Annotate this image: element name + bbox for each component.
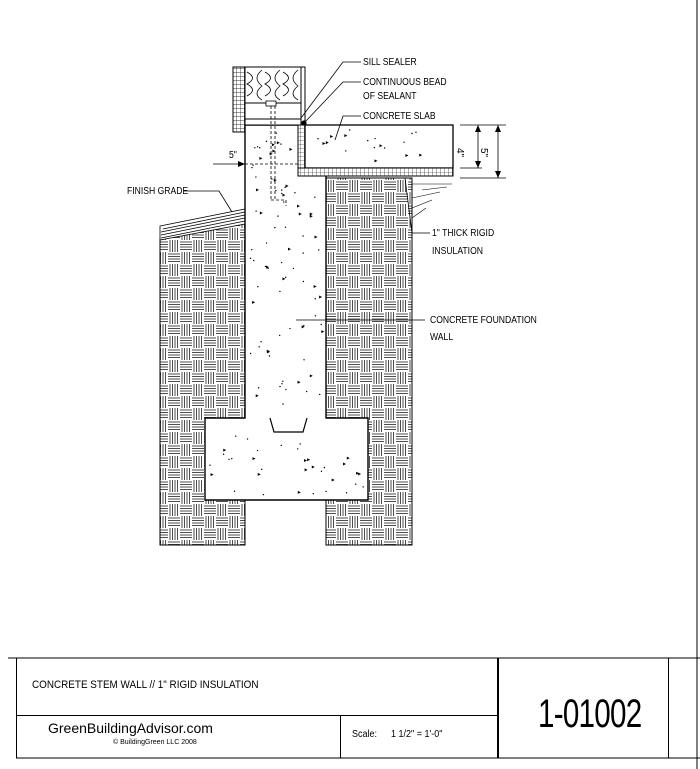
sheet-edge-divider — [668, 658, 669, 758]
label-rigid-insulation-line1: 1" THICK RIGID — [432, 228, 495, 239]
label-sealant-bead-line1: CONTINUOUS BEAD — [363, 77, 447, 88]
title-block — [16, 658, 498, 758]
title-block-divider — [16, 715, 498, 716]
label-finish-grade: FINISH GRADE — [127, 186, 189, 197]
subgrade-hatch — [412, 184, 452, 218]
scale-label: Scale: — [352, 729, 378, 740]
drawing-number: 1-01002 — [538, 692, 642, 736]
scale-value: 1 1/2" = 1'-0" — [391, 729, 443, 740]
copyright-text: © BuildingGreen LLC 2008 — [113, 739, 197, 746]
drawing-title: CONCRETE STEM WALL // 1" RIGID INSULATION — [32, 679, 259, 691]
label-foundation-wall-line1: CONCRETE FOUNDATION — [430, 315, 537, 326]
label-concrete-slab: CONCRETE SLAB — [363, 111, 436, 122]
concrete-slab — [305, 125, 453, 168]
number-cell-divider — [498, 658, 499, 758]
scale-cell-divider — [340, 715, 341, 758]
label-sealant-bead-line2: OF SEALANT — [363, 91, 417, 102]
label-rigid-insulation-line2: INSULATION — [432, 246, 483, 257]
website-name: GreenBuildingAdvisor.com — [48, 720, 213, 736]
label-sill-sealer: SILL SEALER — [363, 57, 417, 68]
dimension-four-inch: 4" — [454, 148, 465, 158]
dimension-five-inch-vertical: 5" — [478, 148, 489, 158]
label-foundation-wall-line2: WALL — [430, 332, 454, 343]
dimension-five-inch-horizontal: 5" — [229, 150, 237, 161]
